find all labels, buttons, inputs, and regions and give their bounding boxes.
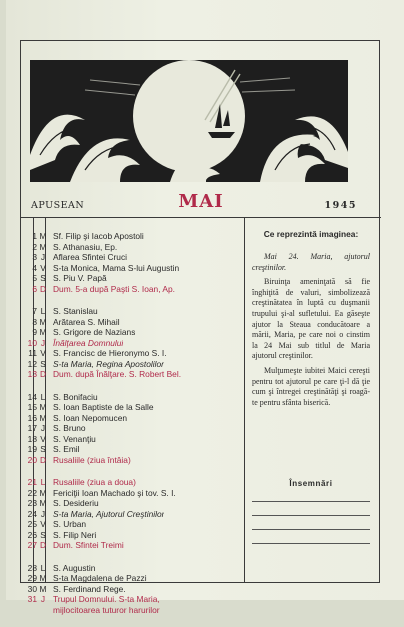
feast-name: Dum. 5-a după Paşti S. Ioan, Ap. (53, 283, 175, 294)
day-number: 6 (32, 283, 37, 294)
weekday-letter (37, 605, 49, 616)
weekday-letter: J (40, 337, 46, 348)
calendar-week (25, 306, 245, 380)
calendar-week (25, 563, 245, 616)
calendar-day-row (25, 573, 245, 584)
weekday-letter: M (39, 412, 47, 423)
note-line (252, 515, 370, 516)
weekday-letter: D (39, 540, 47, 550)
day-number: 9 (32, 327, 37, 337)
weekday-letter: V (40, 348, 46, 358)
day-number: 7 (32, 306, 37, 316)
day-number: 25 (27, 519, 37, 529)
calendar-day-row (25, 530, 245, 541)
day-number: 18 (27, 433, 37, 444)
weekday-letter: D (39, 454, 47, 465)
day-number: 5 (32, 273, 37, 283)
month-title: MAI (178, 191, 224, 212)
weekday-letter: L (40, 477, 46, 487)
day-number: 31 (27, 594, 37, 604)
feast-name: S. Urban (53, 519, 87, 529)
weekday-letter: J (40, 252, 46, 262)
feast-name: S. Bonifaciu (53, 391, 98, 402)
calendar-day-row (25, 498, 245, 509)
feast-name: S-ta Maria, Ajutorul Creştinilor (53, 508, 165, 519)
day-number: 4 (32, 262, 37, 273)
calendar-list (25, 231, 245, 627)
calendar-day-row (25, 563, 245, 574)
day-number: 2 (32, 241, 37, 252)
calendar-day-row (25, 369, 245, 380)
feast-name: Aflarea Sfintei Cruci (53, 252, 128, 262)
weekday-letter: M (39, 327, 47, 337)
weekday-letter: M (39, 573, 47, 583)
feast-name: S. Stanislau (53, 306, 98, 316)
day-number: 19 (27, 444, 37, 454)
feast-name: Trupul Domnului. S-ta Maria, (53, 594, 160, 604)
woodcut-illustration (30, 60, 348, 182)
note-line (252, 543, 370, 544)
notes-area (252, 479, 370, 544)
calendar-day-row (25, 242, 245, 253)
calendar-page (6, 0, 404, 615)
calendar-week (25, 477, 245, 551)
calendar-day-row (25, 392, 245, 403)
note-line (252, 501, 370, 502)
feast-name: Dum. după Înălţare. S. Robert Bel. (53, 369, 182, 379)
calendar-day-row (25, 252, 245, 263)
day-number: 30 (27, 583, 37, 594)
weekday-letter: S (40, 358, 46, 369)
feast-name: Dum. Sfintei Treimi (53, 540, 124, 550)
day-number: 3 (32, 252, 37, 262)
calendar-day-row (25, 488, 245, 499)
feast-name: S. Ioan Baptiste de la Salle (53, 402, 154, 412)
day-number: 14 (27, 391, 37, 402)
calendar-day-row (25, 509, 245, 520)
feast-name: Rusaliile (ziua întâia) (53, 454, 131, 465)
weekday-letter: D (39, 283, 47, 294)
feast-name: S. Grigore de Nazians (53, 327, 136, 337)
weekday-letter: M (39, 498, 47, 508)
day-number: 24 (27, 508, 37, 519)
feast-name: S. Francisc de Hieronymo S. I. (53, 348, 167, 358)
feast-name: S. Venanţiu (53, 433, 96, 444)
calendar-day-row (25, 455, 245, 466)
feast-name: Arătarea S. Mihail (53, 316, 120, 327)
day-number: 20 (27, 454, 37, 465)
panel-body-2: Mulţumeşte iubitei Maici cereşti pentru tot ajutorul pe care ţi-l dă ţie cum şi întregei creştinătăţi şi roagă-te pentru sfânta biserică. (252, 365, 370, 407)
calendar-day-row (25, 594, 245, 605)
year-label: 1945 (324, 200, 357, 211)
day-number: 26 (27, 529, 37, 540)
feast-name: S. Emil (53, 444, 80, 454)
day-number: 15 (27, 402, 37, 412)
day-number: 22 (27, 487, 37, 498)
feast-name: S-ta Magdalena de Pazzi (53, 573, 147, 583)
weekday-letter: V (40, 262, 46, 273)
feast-name: mijlocitoarea tuturor harurilor (53, 604, 160, 615)
feast-name: S. Filip Neri (53, 529, 97, 540)
day-number: 27 (27, 540, 37, 550)
waves-ship-icon (30, 60, 348, 182)
header-left: APUSEAN (31, 200, 85, 211)
calendar-day-row (25, 519, 245, 530)
feast-name: S. Desideriu (53, 498, 99, 508)
calendar-day-row (25, 402, 245, 413)
day-number: 21 (27, 477, 37, 487)
weekday-letter: S (40, 529, 46, 540)
feast-name: S. Piu V. Papă (53, 273, 107, 283)
feast-name: S. Ioan Nepomucen (53, 412, 128, 423)
calendar-week (25, 392, 245, 466)
note-line (252, 529, 370, 530)
header-rule (21, 217, 381, 218)
feast-name: S. Bruno (53, 423, 86, 433)
weekday-letter: L (40, 562, 46, 573)
day-number: 29 (27, 573, 37, 583)
feast-name: S. Augustin (53, 562, 96, 573)
month-header (21, 191, 381, 217)
calendar-day-row (25, 348, 245, 359)
panel-body: Biruinţa ameninţată să fie înghiţită de valuri, simbolizează creştinătatea în luptă cu duşmanii trupului şi-al sufletului. Ea găseşte ajutor la Steaua conducătoare a mării, Maria, pe care noi o cinstim la 24 Mai sub titlul de Maria ajutorul creştinilor. (252, 277, 370, 361)
day-number: 13 (27, 369, 37, 379)
weekday-letter: J (40, 423, 46, 433)
feast-name: Sf. Filip şi Iacob Apostoli (53, 231, 144, 241)
calendar-day-row (25, 327, 245, 338)
weekday-letter: D (39, 369, 47, 379)
weekday-letter: M (39, 487, 47, 498)
weekday-letter: S (40, 444, 46, 454)
day-number: 16 (27, 412, 37, 423)
feast-name: S. Ferdinand Rege. (53, 583, 126, 594)
notes-label: Însemnări (289, 479, 333, 488)
panel-question: Ce reprezintă imaginea: (263, 229, 359, 239)
calendar-week (25, 231, 245, 294)
calendar-day-row (25, 231, 245, 242)
feast-name: Rusaliile (ziua a doua) (53, 477, 136, 487)
calendar-day-row (25, 273, 245, 284)
calendar-day-row (25, 584, 245, 595)
weekday-letter: M (39, 583, 47, 594)
calendar-day-row (25, 338, 245, 349)
calendar-day-row (25, 317, 245, 328)
calendar-day-row (25, 540, 245, 551)
weekday-letter: J (40, 508, 46, 519)
day-number: 10 (27, 337, 37, 348)
calendar-day-row (25, 284, 245, 295)
weekday-letter: M (39, 241, 47, 252)
calendar-day-row (25, 263, 245, 274)
weekday-letter: M (39, 231, 47, 241)
day-number: 8 (32, 316, 37, 327)
calendar-day-row (25, 477, 245, 488)
weekday-letter: M (39, 316, 47, 327)
calendar-day-row (25, 306, 245, 317)
day-number: 11 (28, 348, 37, 358)
day-number: 1 (32, 231, 37, 241)
day-number: 23 (27, 498, 37, 508)
weekday-letter: J (40, 594, 46, 604)
calendar-day-row (25, 423, 245, 434)
calendar-day-row (25, 359, 245, 370)
feast-name: S-ta Monica, Mama S-lui Augustin (53, 262, 180, 273)
feast-name: Fericiţii Ioan Machado şi tov. S. I. (53, 487, 176, 498)
weekday-letter: V (40, 433, 46, 444)
image-explanation (252, 229, 370, 408)
weekday-letter: S (40, 273, 46, 283)
day-number: 12 (27, 358, 37, 369)
feast-name: S. Athanasiu, Ep. (53, 241, 118, 252)
feast-name: Înălţarea Domnului (53, 337, 124, 348)
day-number: 28 (27, 562, 37, 573)
calendar-day-row (25, 605, 245, 616)
weekday-letter: L (40, 391, 46, 402)
calendar-day-row (25, 444, 245, 455)
day-number: 17 (27, 423, 37, 433)
calendar-day-row (25, 434, 245, 445)
weekday-letter: V (40, 519, 46, 529)
day-number (25, 605, 37, 616)
feast-name: S-ta Maria, Regina Apostolilor (53, 358, 164, 369)
panel-caption: Mai 24. Maria, ajutorul creştinilor. (252, 252, 370, 272)
weekday-letter: L (40, 306, 46, 316)
weekday-letter: M (39, 402, 47, 412)
calendar-day-row (25, 413, 245, 424)
